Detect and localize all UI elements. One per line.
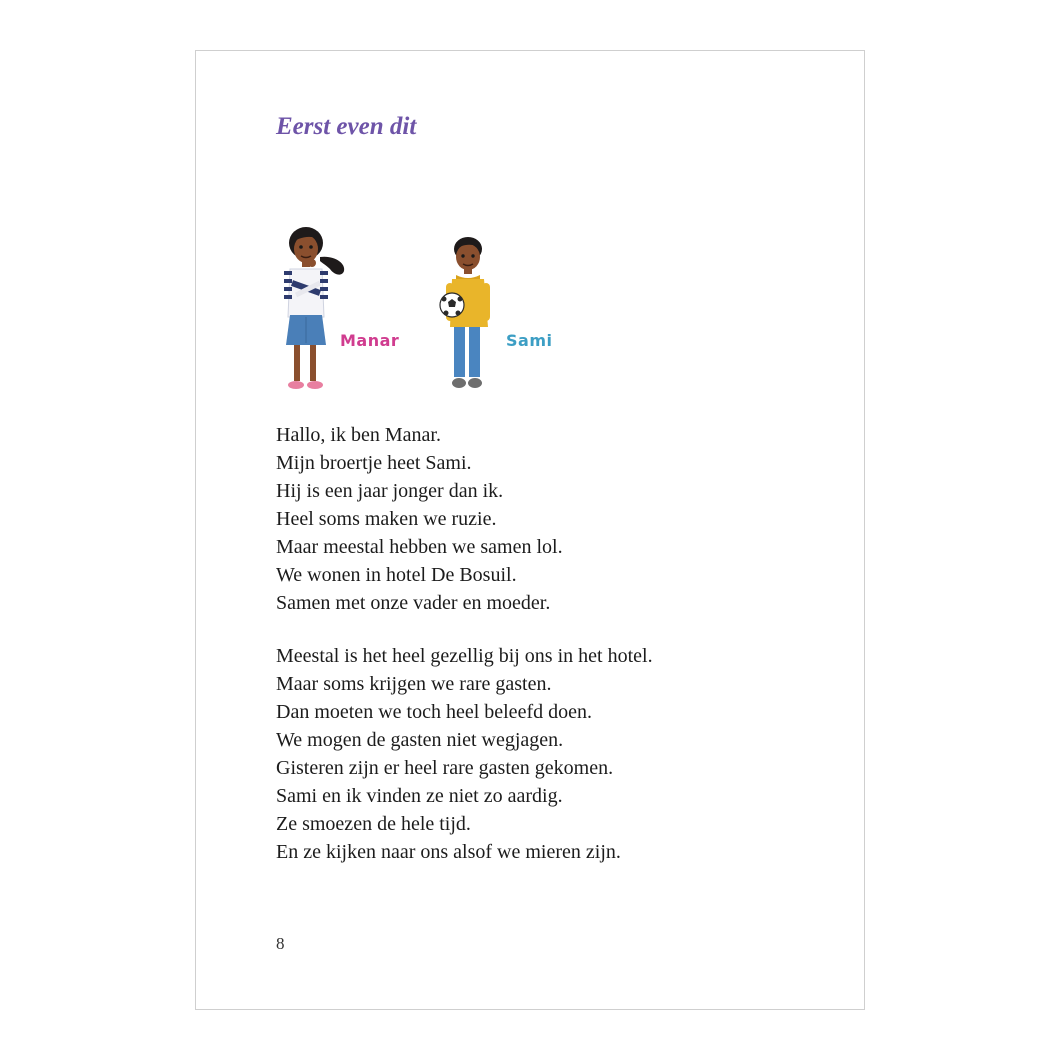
character-label-sami: Sami (506, 331, 553, 350)
boy-figure-icon (436, 235, 496, 395)
text-line: Meestal is het heel gezellig bij ons in het hotel. (276, 645, 653, 667)
text-line: En ze kijken naar ons alsof we mieren zijn. (276, 841, 621, 863)
text-line: Dan moeten we toch heel beleefd doen. (276, 701, 592, 723)
text-line: Gisteren zijn er heel rare gasten gekomen. (276, 757, 614, 779)
text-line: Ze smoezen de hele tijd. (276, 813, 471, 835)
book-page (195, 50, 865, 1010)
text-line: Heel soms maken we ruzie. (276, 508, 497, 530)
text-line: Maar meestal hebben we samen lol. (276, 536, 563, 558)
text-line: We wonen in hotel De Bosuil. (276, 564, 517, 586)
chapter-heading: Eerst even dit (276, 113, 417, 140)
text-line: Mijn broertje heet Sami. (276, 452, 472, 474)
text-line: Samen met onze vader en moeder. (276, 592, 551, 614)
text-line: Hallo, ik ben Manar. (276, 424, 441, 446)
text-line: We mogen de gasten niet wegjagen. (276, 729, 564, 751)
character-label-manar: Manar (340, 331, 400, 350)
text-line: Maar soms krijgen we rare gasten. (276, 673, 552, 695)
sami-illustration (436, 235, 496, 395)
page-number: 8 (276, 934, 285, 953)
manar-illustration (276, 223, 351, 395)
girl-figure-icon (276, 223, 351, 395)
paragraph-1 (276, 421, 563, 617)
paragraph-2 (276, 642, 653, 866)
text-line: Hij is een jaar jonger dan ik. (276, 480, 504, 502)
text-line: Sami en ik vinden ze niet zo aardig. (276, 785, 563, 807)
